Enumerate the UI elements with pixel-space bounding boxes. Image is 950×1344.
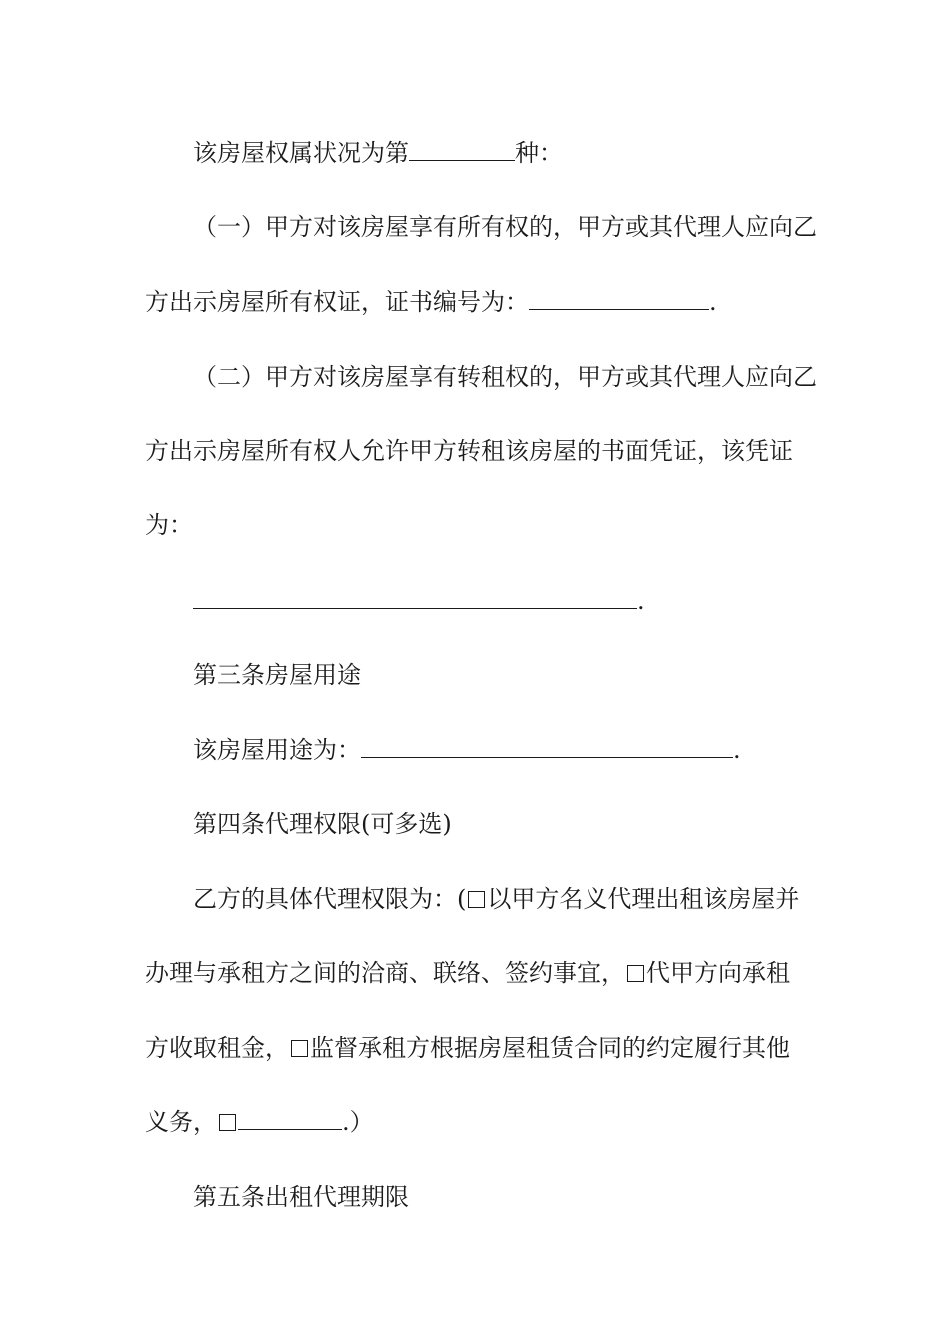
option-1-text-cont: 办理与承租方之间的洽商、联络、签约事宜， [145, 959, 625, 987]
clause-two-line-2: 方出示房屋所有权人允许甲方转租该房屋的书面凭证，该凭证 [145, 437, 793, 465]
article-five-heading: 第五条出租代理期限 [193, 1183, 409, 1211]
ownership-type-blank [409, 138, 515, 161]
sublease-voucher-period: . [637, 587, 645, 615]
clause-one-line-2 [145, 286, 815, 318]
certificate-number-blank [529, 287, 709, 310]
house-use-line [193, 734, 863, 766]
ownership-status-text: 该房屋权属状况为第 [193, 139, 409, 167]
ownership-status-line [193, 137, 863, 169]
option-3-text-cont: 义务， [145, 1108, 217, 1136]
option-4-blank [238, 1107, 342, 1130]
certificate-number-period: . [709, 288, 717, 316]
option-2-checkbox[interactable] [627, 965, 644, 982]
article-four-heading: 第四条代理权限(可多选) [193, 810, 452, 838]
agency-scope-label: 乙方的具体代理权限为：( [193, 885, 467, 913]
clause-two-line-3: 为： [145, 511, 193, 539]
clause-two-line-1: （二）甲方对该房屋享有转租权的，甲方或其代理人应向乙 [193, 363, 817, 391]
option-3-text: 监督承租方根据房屋租赁合同的约定履行其他 [310, 1034, 790, 1062]
agency-scope-line-3 [145, 1032, 815, 1064]
article-three-heading: 第三条房屋用途 [193, 661, 361, 689]
certificate-number-label: 方出示房屋所有权证，证书编号为： [145, 288, 529, 316]
option-2-text-cont: 方收取租金， [145, 1034, 289, 1062]
agency-scope-line-1 [193, 883, 863, 915]
agency-scope-line-2 [145, 957, 815, 989]
option-1-checkbox[interactable] [468, 891, 485, 908]
agency-scope-close: .） [342, 1108, 374, 1136]
clause-one-line-1: （一）甲方对该房屋享有所有权的，甲方或其代理人应向乙 [193, 213, 817, 241]
option-2-text: 代甲方向承租 [646, 959, 790, 987]
option-1-text: 以甲方名义代理出租该房屋并 [487, 885, 800, 913]
ownership-status-suffix: 种： [515, 139, 563, 167]
clause-two-line-4 [193, 585, 863, 617]
house-use-period: . [733, 736, 741, 764]
house-use-blank [361, 735, 733, 758]
agency-scope-line-4 [145, 1106, 815, 1138]
option-3-checkbox[interactable] [291, 1040, 308, 1057]
sublease-voucher-blank [193, 586, 637, 609]
house-use-label: 该房屋用途为： [193, 736, 361, 764]
option-4-checkbox[interactable] [219, 1114, 236, 1131]
